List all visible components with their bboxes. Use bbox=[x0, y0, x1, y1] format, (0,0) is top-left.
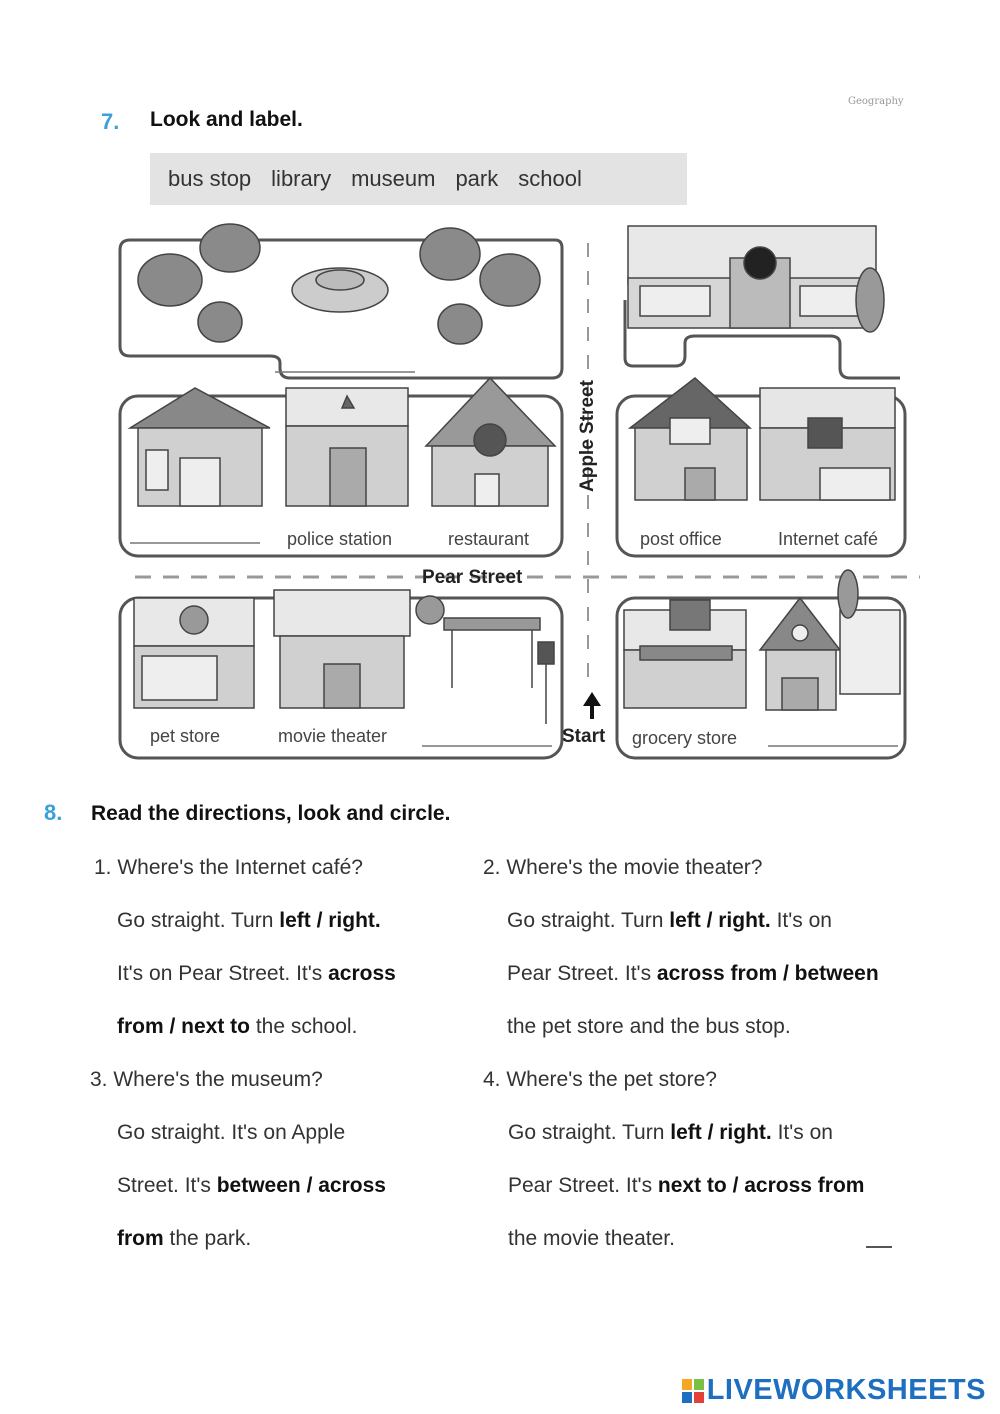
school-building bbox=[760, 570, 900, 710]
choice-across[interactable]: across bbox=[328, 962, 396, 985]
pear-street-label: Pear Street bbox=[422, 567, 523, 588]
question-2 bbox=[483, 841, 879, 1053]
fountain-basin bbox=[316, 270, 364, 290]
start-arrow bbox=[583, 692, 601, 719]
question-3 bbox=[90, 1053, 386, 1265]
direction-line: Pear Street. It's next to / across from bbox=[508, 1174, 865, 1197]
tree bbox=[200, 224, 260, 272]
movie-theater-building bbox=[274, 590, 410, 708]
word-bank-item: bus stop bbox=[168, 166, 252, 191]
direction-line: Pear Street. It's across from / between bbox=[507, 962, 879, 985]
restaurant-label: restaurant bbox=[448, 529, 530, 549]
choice-from-next-to[interactable]: from / next to bbox=[117, 1015, 251, 1038]
direction-line: from the park. bbox=[117, 1227, 252, 1250]
direction-line: It's on Pear Street. It's across bbox=[117, 962, 396, 985]
tree bbox=[438, 304, 482, 344]
grocery-store-building bbox=[624, 600, 746, 708]
bus-stop-shelter bbox=[416, 596, 554, 724]
police-station-building bbox=[286, 388, 408, 506]
live-badge-icon bbox=[681, 1378, 705, 1404]
pet-store-label: pet store bbox=[150, 726, 221, 746]
museum-building bbox=[628, 226, 884, 332]
internet-cafe-building bbox=[760, 388, 895, 500]
direction-line: Go straight. Turn left / right. It's on bbox=[507, 909, 832, 932]
police-station-label: police station bbox=[287, 529, 393, 549]
tree bbox=[138, 254, 202, 306]
exercise-8-number: 8. bbox=[44, 800, 63, 825]
direction-line: from / next to the school. bbox=[117, 1015, 358, 1038]
choice-across-between[interactable]: across from / between bbox=[656, 962, 879, 985]
word-bank-item: library bbox=[271, 166, 332, 191]
question-1 bbox=[94, 841, 396, 1053]
movie-theater-label: movie theater bbox=[278, 726, 388, 746]
post-office-label: post office bbox=[640, 529, 722, 549]
tree bbox=[198, 302, 242, 342]
word-bank bbox=[150, 153, 687, 205]
direction-line: Go straight. Turn left / right. It's on bbox=[508, 1121, 833, 1144]
choice-between-across[interactable]: between / across bbox=[216, 1174, 386, 1197]
direction-line: Go straight. Turn left / right. bbox=[117, 909, 381, 932]
start-label: Start bbox=[562, 726, 606, 747]
tree bbox=[420, 228, 480, 280]
answer-dash bbox=[866, 1246, 892, 1248]
subject-tag: Geography bbox=[848, 96, 904, 107]
exercise-7-title: Look and label. bbox=[150, 108, 303, 131]
question-prompt: 2. Where's the movie theater? bbox=[483, 856, 763, 879]
choice-next-to-across[interactable]: next to / across from bbox=[657, 1174, 865, 1197]
question-4 bbox=[483, 1053, 864, 1265]
choice-from[interactable]: from bbox=[117, 1227, 164, 1250]
town-map bbox=[110, 218, 925, 768]
direction-line: the movie theater. bbox=[508, 1227, 675, 1250]
question-prompt: 1. Where's the Internet café? bbox=[94, 856, 363, 879]
internet-cafe-label: Internet café bbox=[778, 529, 879, 549]
liveworksheets-logo bbox=[681, 1374, 986, 1407]
choice-left-right[interactable]: left / right. bbox=[279, 909, 381, 932]
choice-left-right[interactable]: left / right. bbox=[669, 909, 771, 932]
word-bank-item: park bbox=[455, 166, 499, 191]
direction-line: Street. It's between / across bbox=[117, 1174, 386, 1197]
tree bbox=[480, 254, 540, 306]
exercise-7-number: 7. bbox=[101, 109, 120, 134]
question-prompt: 4. Where's the pet store? bbox=[483, 1068, 717, 1091]
direction-line: Go straight. It's on Apple bbox=[117, 1121, 346, 1144]
exercise-8-title: Read the directions, look and circle. bbox=[91, 802, 451, 825]
library-building bbox=[130, 388, 270, 506]
grocery-store-label: grocery store bbox=[632, 728, 738, 748]
direction-line: the pet store and the bus stop. bbox=[507, 1015, 791, 1038]
question-prompt: 3. Where's the museum? bbox=[90, 1068, 323, 1091]
word-bank-item: school bbox=[518, 166, 582, 191]
pet-store-building bbox=[134, 598, 254, 708]
brand-name: LIVEWORKSHEETS bbox=[706, 1374, 986, 1406]
word-bank-item: museum bbox=[351, 166, 436, 191]
choice-left-right[interactable]: left / right. bbox=[670, 1121, 772, 1144]
